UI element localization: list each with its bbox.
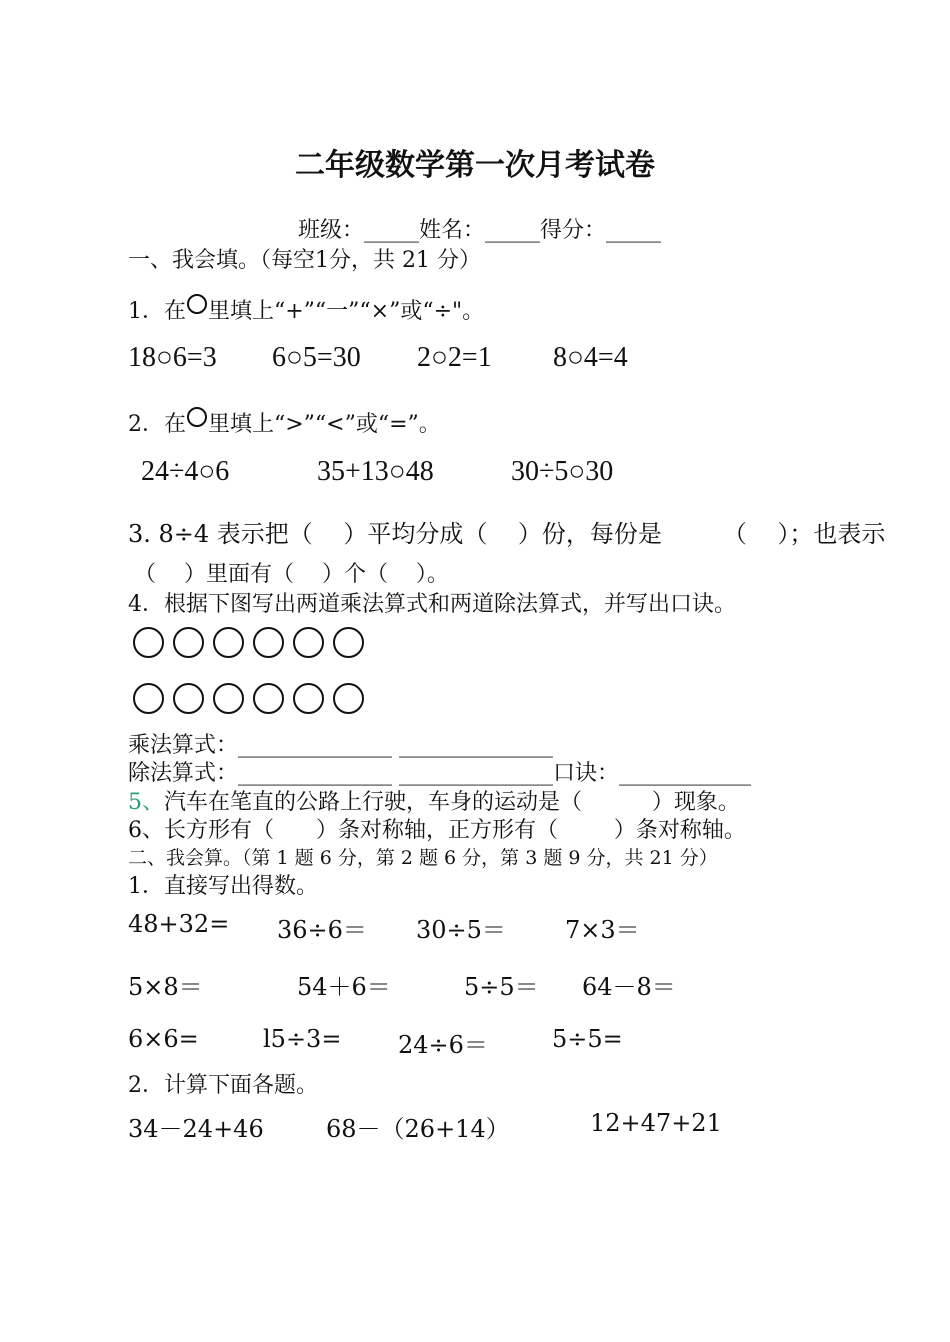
calc-item: l5÷3= — [263, 1025, 342, 1053]
circle-icon — [173, 627, 204, 658]
section1-heading: 一、我会填。（每空1分，共 21 分） — [128, 248, 481, 273]
q6 — [128, 813, 746, 844]
circle-icon — [333, 627, 364, 658]
circle-icon — [187, 407, 207, 427]
s2-q1-instruction: 1．直接写出得数。 — [128, 874, 318, 899]
circle-icon — [253, 683, 284, 714]
calc-item: 64－8＝ — [582, 973, 676, 1001]
circle-icon — [133, 627, 164, 658]
q2-prefix: 2．在 — [128, 412, 186, 437]
q2-item: 24÷4○6 — [141, 456, 230, 487]
multiplication-line: 乘法算式：______________ ______________ — [128, 733, 553, 758]
calc-item: 7×3＝ — [565, 916, 640, 944]
circle-icon — [213, 683, 244, 714]
student-info-line: 班级：_____姓名：_____得分：_____ — [298, 218, 662, 243]
q4-instruction: 4．根据下图写出两道乘法算式和两道除法算式，并写出口诀。 — [128, 592, 736, 617]
calc-item: 5×8＝ — [128, 973, 203, 1001]
q3-line-2: （ ）里面有（ ）个（ ）。 — [134, 562, 449, 587]
q2-instruction — [128, 407, 441, 438]
circle-icon — [173, 683, 204, 714]
q1-item: 8○4=4 — [553, 342, 628, 373]
division-line: 除法算式：______________ ______________口诀：____________ — [128, 761, 751, 786]
s2-q2-instruction: 2．计算下面各题。 — [128, 1073, 318, 1098]
section2-heading: 二、我会算。（第 1 题 6 分，第 2 题 6 分，第 3 题 9 分，共 21 分） — [128, 847, 718, 869]
calc-item: 30÷5＝ — [416, 916, 506, 944]
calc-item: 12+47+21 — [590, 1109, 722, 1137]
circle-icon — [333, 683, 364, 714]
q6-number: 6、 — [128, 818, 164, 843]
q2-item: 30÷5○30 — [511, 456, 614, 487]
circle-icon — [253, 627, 284, 658]
q1-item: 18○6=3 — [128, 342, 217, 373]
circle-icon — [133, 683, 164, 714]
calc-item: 54＋6＝ — [297, 973, 391, 1001]
q5-number: 5、 — [128, 790, 164, 815]
circle-icon — [293, 627, 324, 658]
circle-icon — [213, 627, 244, 658]
q5 — [128, 785, 740, 816]
circle-icon — [187, 294, 207, 314]
calc-item: 6×6= — [128, 1025, 199, 1053]
calc-item: 36÷6＝ — [277, 916, 367, 944]
q2-suffix: 里填上“>”“<”或“=”。 — [208, 412, 441, 437]
calc-item: 68－（26+14） — [326, 1115, 510, 1143]
q1-item: 2○2=1 — [417, 342, 492, 373]
q3-line-1: 3. 8÷4 表示把（ ）平均分成（ ）份，每份是 （ ）；也表示 — [128, 520, 886, 548]
q1-suffix: 里填上“+”“一”“×”或“÷"。 — [208, 299, 485, 324]
calc-item: 48+32= — [128, 910, 230, 938]
q6-text: 长方形有（ ）条对称轴，正方形有（ ）条对称轴。 — [164, 818, 746, 843]
calc-item: 34－24+46 — [128, 1115, 264, 1143]
q5-text: 汽车在笔直的公路上行驶，车身的运动是（ ）现象。 — [164, 790, 740, 815]
q1-prefix: 1．在 — [128, 299, 186, 324]
circle-icon — [293, 683, 324, 714]
q2-item: 35+13○48 — [317, 456, 434, 487]
calc-item: 5÷5＝ — [464, 973, 539, 1001]
q1-instruction — [128, 294, 484, 325]
calc-item: 24÷6＝ — [398, 1031, 488, 1059]
calc-item: 5÷5= — [552, 1025, 623, 1053]
page-title: 二年级数学第一次月考试卷 — [295, 148, 655, 183]
q1-item: 6○5=30 — [272, 342, 361, 373]
